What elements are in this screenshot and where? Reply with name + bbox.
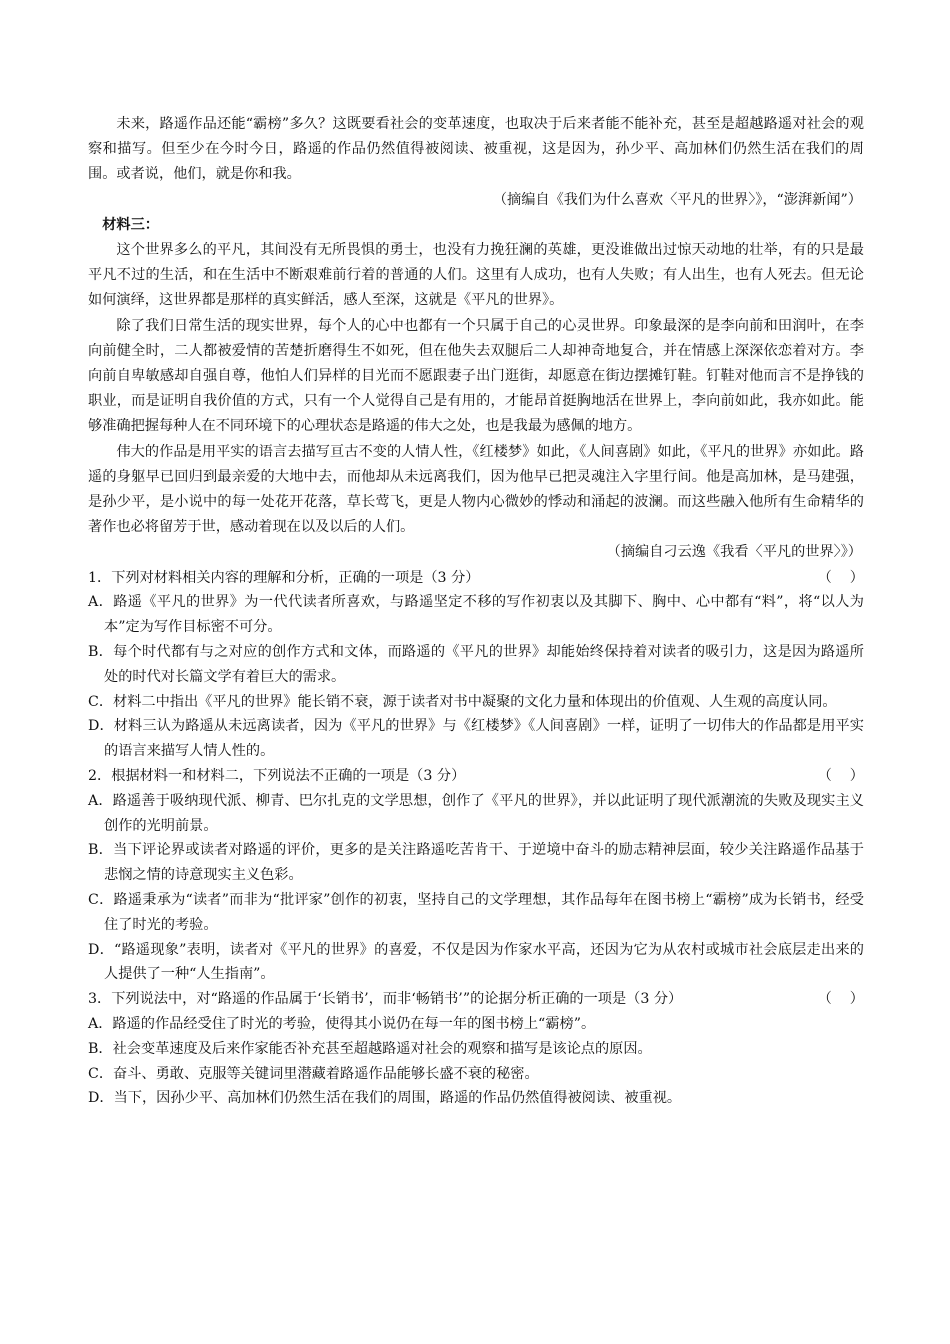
passage-source: （摘编自《我们为什么喜欢〈平凡的世界〉》，“澎湃新闻”） — [492, 191, 862, 208]
material3-paragraph-3: 伟大的作品是用平实的语言去描写亘古不变的人情人性，《红楼梦》如此，《人间喜剧》如此，《平凡的世界》亦如此。路遥的身躯早已回归到最亲爱的大地中去，而他却从未远离我们，因为他早已把灵魂注入字里行间。他是高加林，是马建强，是孙少平，是小说中的每一处花开花落，草长莺飞，更是人物内心微妙的悸动和涌起的波澜。而这些融入他所有生命精华的著作也必将留芳于世，感动着现在以及以后的人们。 — [88, 443, 864, 536]
question-3-option-d: D．当下，因孙少平、高加林们仍然生活在我们的周围，路遥的作品仍然值得被阅读、被重视。 — [88, 1090, 682, 1107]
material3-heading: 材料三： — [102, 216, 159, 233]
question-1-option-a: A．路遥《平凡的世界》为一代代读者所喜欢，与路遥坚定不移的写作初衷以及其脚下、胸中、心中都有“料”，将“以人为本”定为写作目标密不可分。 — [88, 594, 864, 636]
material3-paragraph-1: 这个世界多么的平凡，其间没有无所畏惧的勇士，也没有力挽狂澜的英雄，更没谁做出过惊天动地的壮举，有的只是最平凡不过的生活，和在生活中不断艰难前行着的普通的人们。这里有人成功，也有人失败；有人出生，也有人死去。但无论如何演绎，这世界都是那样的真实鲜活，感人至深，这就是《平凡的世界》。 — [88, 242, 864, 309]
question-2-answer-blank[interactable]: （ ） — [817, 768, 864, 785]
passage-paragraph: 未来，路遥作品还能“霸榜”多久？这既要看社会的变革速度，也取决于后来者能不能补充，甚至是超越路遥对社会的观察和描写。但至少在今时今日，路遥的作品仍然值得被阅读、被重视，这是因为，孙少平、高加林们仍然生活在我们的周围。或者说，他们，就是你和我。 — [88, 116, 864, 183]
material3-paragraph-2: 除了我们日常生活的现实世界，每个人的心中也都有一个只属于自己的心灵世界。印象最深的是李向前和田润叶，在李向前健全时，二人都被爱情的苦楚折磨得生不如死，但在他失去双腿后二人却神奇地复合，并在情感上深深依恋着对方。李向前自卑敏感却自强自尊，他怕人们异样的目光而不愿跟妻子出门逛街，却愿意在街边摆摊钉鞋。钉鞋对他而言不是挣钱的职业，而是证明自我价值的方式，只有一个人觉得自己是有用的，才能昂首挺胸地活在世界上，李向前如此，我亦如此。能够准确把握每种人在不同环境下的心理状态是路遥的伟大之处，也是我最为感佩的地方。 — [88, 317, 864, 435]
question-3-stem: 3．下列说法中，对“路遥的作品属于‘长销书’，而非‘畅销书’”的论据分析正确的一项是（3 分） — [88, 991, 683, 1008]
question-1-stem: 1．下列对材料相关内容的理解和分析，正确的一项是（3 分） — [88, 569, 480, 586]
question-2-option-c: C．路遥秉承为“读者”而非为“批评家”创作的初衷，坚持自己的文学理想，其作品每年在图书榜上“霸榜”成为长销书，经受住了时光的考验。 — [88, 892, 864, 933]
question-1-answer-blank[interactable]: （ ） — [817, 569, 864, 586]
material3-source: （摘编自刁云逸《我看〈平凡的世界〉》） — [606, 544, 862, 561]
exam-page — [88, 112, 864, 1111]
question-3-option-a: A．路遥的作品经受住了时光的考验，使得其小说仍在每一年的图书榜上“霸榜”。 — [88, 1016, 596, 1032]
question-1 — [88, 566, 864, 764]
question-3-option-c: C．奋斗、勇敢、克服等关键词里潜藏着路遥作品能够长盛不衰的秘密。 — [88, 1065, 539, 1082]
question-3-option-b: B．社会变革速度及后来作家能否补充甚至超越路遥对社会的观察和描写是该论点的原因。 — [88, 1040, 652, 1057]
question-2-option-b: B．当下评论界或读者对路遥的评价，更多的是关注路遥吃苦肯干、于逆境中奋斗的励志精神层面，较少关注路遥作品基于悲悯之情的诗意现实主义色彩。 — [88, 842, 864, 884]
question-2-stem: 2．根据材料一和材料二，下列说法不正确的一项是（3 分） — [88, 768, 466, 785]
question-1-option-d: D．材料三认为路遥从未远离读者，因为《平凡的世界》与《红楼梦》《人间喜剧》一样，证明了一切伟大的作品都是用平实的语言来描写人情人性的。 — [88, 718, 864, 760]
question-3-answer-blank[interactable]: （ ） — [817, 991, 864, 1008]
question-list — [88, 566, 864, 1112]
question-3 — [88, 987, 864, 1111]
question-1-option-c: C．材料二中指出《平凡的世界》能长销不衰，源于读者对书中凝聚的文化力量和体现出的价值观、人生观的高度认同。 — [88, 693, 837, 710]
question-2 — [88, 764, 864, 987]
question-1-option-b: B．每个时代都有与之对应的创作方式和文体，而路遥的《平凡的世界》却能始终保持着对读者的吸引力，这是因为路遥所处的时代对长篇文学有着巨大的需求。 — [88, 644, 864, 685]
question-2-option-d: D．“路遥现象”表明，读者对《平凡的世界》的喜爱，不仅是因为作家水平高，还因为它为从农村或城市社会底层走出来的人提供了一种“人生指南”。 — [88, 941, 864, 983]
question-2-option-a: A．路遥善于吸纳现代派、柳青、巴尔扎克的文学思想，创作了《平凡的世界》，并以此证明了现代派潮流的失败及现实主义创作的光明前景。 — [88, 792, 864, 834]
